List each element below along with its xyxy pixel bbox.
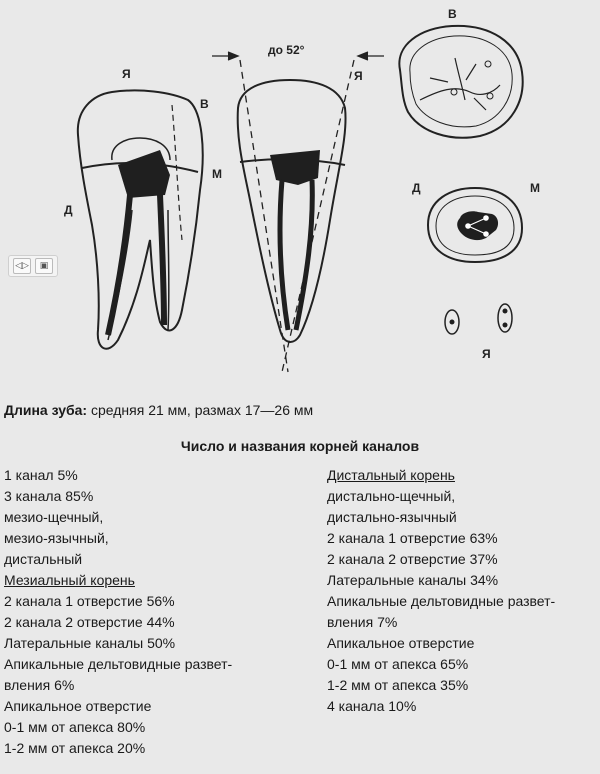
mesial-root-heading: Мезиальный корень bbox=[4, 572, 135, 588]
list-item: Латеральные каналы 50% bbox=[4, 635, 176, 651]
list-item: 2 канала 2 отверстие 44% bbox=[4, 614, 175, 630]
viewer-toolbar bbox=[8, 255, 58, 277]
left-tooth-drawing bbox=[78, 90, 203, 348]
list-item: 2 канала 1 отверстие 63% bbox=[327, 530, 498, 546]
list-item: 0-1 мм от апекса 80% bbox=[4, 719, 146, 735]
label-ya-left: Я bbox=[122, 67, 131, 81]
occlusal-view bbox=[399, 26, 522, 138]
tooth-length-label: Длина зуба: bbox=[4, 402, 88, 418]
label-m-cross: М bbox=[530, 181, 540, 195]
left-root-canal-2 bbox=[160, 195, 164, 325]
label-ya-right: Я bbox=[354, 69, 363, 83]
angle-label: до 52° bbox=[268, 43, 305, 57]
list-item: дистально-язычный bbox=[327, 509, 457, 525]
list-item: Апикальные дельтовидные развет- bbox=[327, 593, 556, 609]
list-item: вления 6% bbox=[4, 677, 75, 693]
list-item: 1 канал 5% bbox=[4, 467, 78, 483]
label-v-left: В bbox=[200, 97, 209, 111]
list-item: 2 канала 2 отверстие 37% bbox=[327, 551, 498, 567]
list-item: 4 канала 10% bbox=[327, 698, 417, 714]
root-cross-sections bbox=[445, 304, 512, 334]
list-item: дистально-щечный, bbox=[327, 488, 456, 504]
list-item: Апикальные дельтовидные развет- bbox=[4, 656, 233, 672]
list-item: мезио-язычный, bbox=[4, 530, 109, 546]
section-title: Число и названия корней каналов bbox=[180, 438, 420, 454]
list-item: вления 7% bbox=[327, 614, 398, 630]
label-d-cross: Д bbox=[412, 181, 421, 195]
page-icon[interactable]: ▣ bbox=[35, 258, 53, 274]
pulp-cross-section bbox=[457, 211, 498, 240]
left-column bbox=[4, 465, 304, 759]
list-item: Латеральные каналы 34% bbox=[327, 572, 499, 588]
tooth-length-value: средняя 21 мм, размах 17—26 мм bbox=[91, 402, 314, 418]
tooth-length-line bbox=[4, 402, 313, 418]
list-item: 0-1 мм от апекса 65% bbox=[327, 656, 469, 672]
label-v-top: В bbox=[448, 7, 457, 21]
distal-root-heading: Дистальный корень bbox=[327, 467, 455, 483]
right-root-canal-1 bbox=[280, 180, 288, 330]
list-item: Апикальное отверстие bbox=[327, 635, 475, 651]
label-d-left: Д bbox=[64, 203, 73, 217]
right-column bbox=[327, 465, 597, 717]
list-item: 3 канала 85% bbox=[4, 488, 94, 504]
label-m-right: М bbox=[212, 167, 222, 181]
list-item: 2 канала 1 отверстие 56% bbox=[4, 593, 175, 609]
right-pulp-chamber bbox=[270, 150, 320, 185]
list-item: мезио-щечный, bbox=[4, 509, 104, 525]
list-item: Апикальное отверстие bbox=[4, 698, 152, 714]
left-pulp-chamber bbox=[118, 150, 170, 198]
label-ya-bottom: Я bbox=[482, 347, 491, 361]
list-item: дистальный bbox=[4, 551, 83, 567]
right-tooth-drawing bbox=[238, 80, 346, 342]
left-root-canal-1 bbox=[108, 195, 130, 335]
navigation-arrows-icon[interactable]: ◁▷ bbox=[13, 258, 31, 274]
list-item: 1-2 мм от апекса 35% bbox=[327, 677, 469, 693]
list-item: 1-2 мм от апекса 20% bbox=[4, 740, 146, 756]
